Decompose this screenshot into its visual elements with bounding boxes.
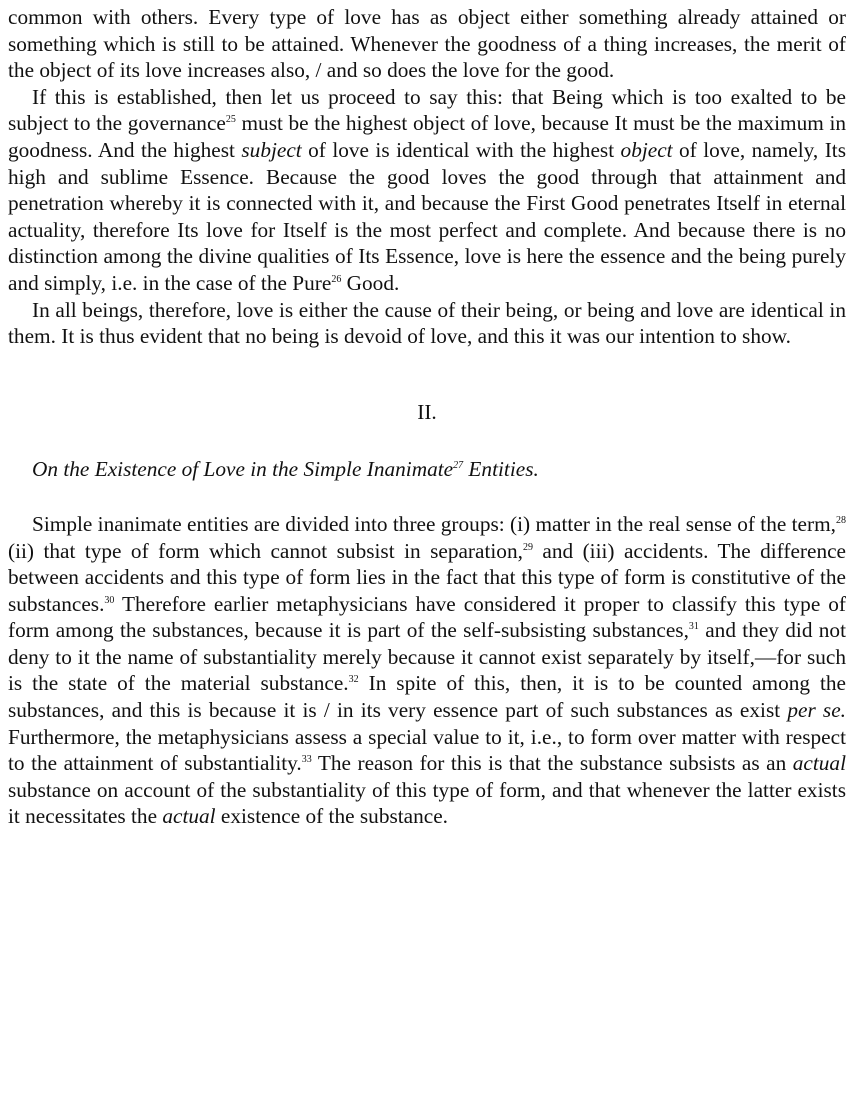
section-title-text: On the Existence of Love in the Simple Inanimate bbox=[32, 457, 454, 482]
italic-term: actual bbox=[792, 751, 846, 776]
paragraph-text: common with others. Every type of love has as object either something already attained or something which is still to be attained. Whenever the goodness of a thing increases, the merit of the object of its love increases also, / and so does the love for the good. bbox=[8, 5, 846, 83]
paragraph-text: In spite of this, then, it is to be counted among the substances, and this is because it is / in its very essence part of such substances as exist bbox=[8, 671, 846, 723]
paragraph-text: and (iii) accidents. The difference between accidents and this type of form lies in the fact that this type of form is constitutive of the substances. bbox=[8, 538, 847, 616]
italic-term: subject bbox=[241, 137, 302, 162]
paragraph-text: and they did not deny to it the name of substantiality merely because it cannot exist separately by itself,—for such is the state of the material substance. bbox=[8, 618, 846, 696]
paragraph-conclusion bbox=[8, 297, 846, 350]
footnote-ref: 33 bbox=[301, 754, 312, 766]
paragraph-text: Simple inanimate entities are divided into three groups: (i) matter in the real sense of the term, bbox=[32, 511, 836, 536]
footnote-ref: 28 bbox=[836, 514, 846, 526]
paragraph-text: existence of the substance. bbox=[215, 804, 448, 829]
paragraph-text: (ii) that type of form which cannot subsist in separation, bbox=[8, 538, 523, 563]
footnote-ref: 29 bbox=[522, 541, 533, 553]
section-title bbox=[8, 456, 846, 483]
footnote-ref: 25 bbox=[225, 114, 236, 126]
footnote-ref: 31 bbox=[688, 621, 699, 633]
footnote-ref: 30 bbox=[104, 594, 115, 606]
document-page bbox=[8, 4, 846, 830]
footnote-ref: 27 bbox=[453, 460, 464, 472]
paragraph-text: Furthermore, the metaphysicians assess a special value to it, i.e., to form over matter with respect to the attainment of substantiality. bbox=[8, 724, 846, 776]
italic-term: actual bbox=[162, 804, 216, 829]
italic-term: per se. bbox=[787, 698, 847, 723]
section-number: II. bbox=[417, 399, 437, 424]
paragraph-text: The reason for this is that the substance subsists as an bbox=[311, 751, 793, 776]
footnote-ref: 32 bbox=[348, 674, 359, 686]
paragraph-text: of love, namely, Its high and sublime Essence. Because the good loves the good through that attainment and penetration whereby it is connected with it, and because the First Good penetrates Itself in eternal actuality, therefore Its love for Itself is the most perfect and complete. And because there is no distinction among the divine qualities of Its Essence, love is here the essence and the being purely and simply, i.e. in the case of the Pure bbox=[8, 137, 846, 295]
paragraph-simple-inanimate-entities bbox=[8, 511, 846, 830]
paragraph-text: Good. bbox=[341, 270, 400, 295]
paragraph-highest-object-of-love bbox=[8, 84, 846, 297]
paragraph-text: of love is identical with the highest bbox=[301, 137, 621, 162]
paragraph-text: Therefore earlier metaphysicians have considered it proper to classify this type of form among the substances, because it is part of the self-subsisting substances, bbox=[8, 591, 846, 643]
paragraph-text: In all beings, therefore, love is either the cause of their being, or being and love are identical in them. It is thus evident that no being is devoid of love, and this it was our intention to show. bbox=[8, 297, 846, 349]
paragraph-text: If this is established, then let us proceed to say this: that Being which is too exalted to be subject to the governance bbox=[8, 84, 846, 136]
paragraph-continuation bbox=[8, 4, 846, 84]
paragraph-text: substance on account of the substantiality of this type of form, and that whenever the latter exists it necessitates the bbox=[8, 777, 846, 829]
footnote-ref: 26 bbox=[331, 273, 342, 285]
section-title-text: Entities. bbox=[463, 457, 539, 482]
paragraph-text: must be the highest object of love, because It must be the maximum in goodness. And the highest bbox=[8, 111, 847, 162]
italic-term: object bbox=[620, 137, 673, 162]
